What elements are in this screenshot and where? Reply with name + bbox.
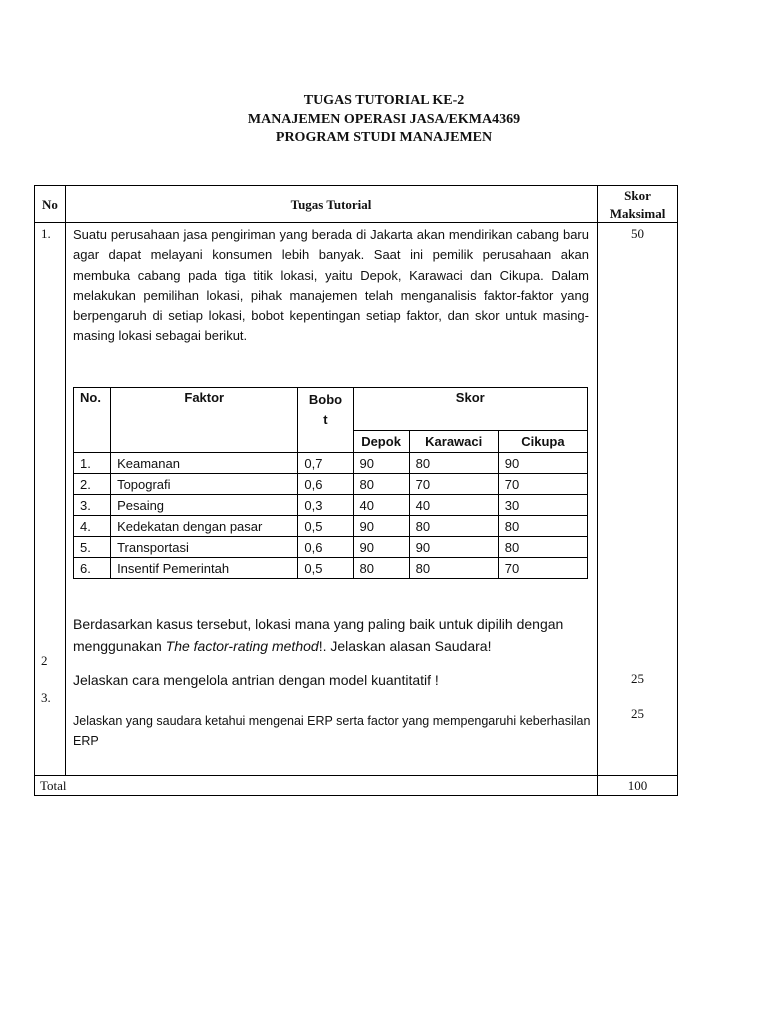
skor-header-line1: Skor (624, 188, 651, 203)
table-left-border (34, 185, 35, 796)
row-depok: 80 (353, 474, 409, 495)
row-no: 2. (74, 474, 111, 495)
row-faktor: Keamanan (111, 453, 298, 474)
row-cikupa: 80 (498, 537, 587, 558)
row-faktor: Pesaing (111, 495, 298, 516)
header-course: MANAJEMEN OPERASI JASA/EKMA4369 (247, 111, 521, 127)
max-score-3: 25 (631, 706, 644, 721)
row-faktor: Transportasi (111, 537, 298, 558)
task1-question-part1: Berdasarkan kasus tersebut, lokasi mana yang paling baik untuk dipilih dengan menggunakan (73, 616, 564, 654)
row-karawaci: 80 (409, 453, 498, 474)
header-program: PROGRAM STUDI MANAJEMEN (275, 130, 493, 145)
table-row (74, 558, 588, 579)
row-bobot: 0,6 (298, 474, 353, 495)
row-depok: 90 (353, 516, 409, 537)
row-no: 4. (74, 516, 111, 537)
row-depok: 40 (353, 495, 409, 516)
row-number-3: 3. (41, 690, 51, 705)
table-col-divider-2 (597, 185, 598, 796)
row-bobot: 0,5 (298, 516, 353, 537)
max-score-1: 50 (631, 226, 644, 241)
column-header-tugas: Tugas Tutorial (290, 197, 372, 212)
row-karawaci: 40 (409, 495, 498, 516)
row-number-2: 2 (41, 653, 48, 668)
row-karawaci: 80 (409, 516, 498, 537)
table-header-divider (34, 222, 678, 223)
table-row (74, 453, 588, 474)
row-number-1: 1. (41, 226, 51, 241)
row-bobot: 0,7 (298, 453, 353, 474)
task2-question: Jelaskan cara mengelola antrian dengan model kuantitatif ! (73, 672, 439, 688)
factor-header-karawaci: Karawaci (409, 431, 498, 453)
row-karawaci: 70 (409, 474, 498, 495)
row-cikupa: 30 (498, 495, 587, 516)
header-title: TUGAS TUTORIAL KE-2 (303, 93, 465, 108)
row-depok: 90 (353, 453, 409, 474)
task1-question-method: The factor-rating method (165, 638, 319, 654)
row-bobot: 0,6 (298, 537, 353, 558)
table-bottom-border (34, 795, 678, 796)
total-value: 100 (627, 778, 648, 793)
task1-question-part2: !. Jelaskan alasan Saudara! (318, 638, 492, 654)
row-cikupa: 80 (498, 516, 587, 537)
row-no: 1. (74, 453, 111, 474)
table-col-divider-1 (65, 185, 66, 775)
bobot-line1: Bobo (308, 392, 343, 407)
factor-header-no: No. (74, 388, 111, 453)
table-total-divider (34, 775, 678, 776)
total-label: Total (40, 778, 67, 793)
row-karawaci: 80 (409, 558, 498, 579)
row-no: 5. (74, 537, 111, 558)
table-row (74, 537, 588, 558)
factor-header-bobot (298, 388, 353, 453)
task1-paragraph: Suatu perusahaan jasa pengiriman yang berada di Jakarta akan mendirikan cabang baru agar dapat melayani konsumen lebih banyak. Saat ini pemilik perusahaan akan membuka cabang pada tiga titik lokasi, yaitu Depok, Karawaci dan Cikupa. Dalam melakukan pemilihan lokasi, pihak manajemen telah menganalisis faktor-faktor yang berpengaruh di setiap lokasi, bobot kepentingan setiap faktor, dan skor untuk masing-masing lokasi sebagai berikut. (73, 227, 589, 344)
task1-question (73, 613, 593, 657)
factor-header-faktor: Faktor (111, 388, 298, 453)
row-faktor: Topografi (111, 474, 298, 495)
row-cikupa: 70 (498, 558, 587, 579)
column-header-skor (598, 187, 677, 223)
factor-table (73, 387, 588, 579)
row-karawaci: 90 (409, 537, 498, 558)
row-cikupa: 70 (498, 474, 587, 495)
table-top-border (34, 185, 678, 186)
bobot-line2: t (323, 412, 328, 427)
row-bobot: 0,5 (298, 558, 353, 579)
table-row (74, 474, 588, 495)
row-cikupa: 90 (498, 453, 587, 474)
table-right-border (677, 185, 678, 796)
document-header (0, 92, 768, 148)
row-no: 3. (74, 495, 111, 516)
max-score-2: 25 (631, 671, 644, 686)
table-row (74, 495, 588, 516)
table-row (74, 516, 588, 537)
row-bobot: 0,3 (298, 495, 353, 516)
task3-question: Jelaskan yang saudara ketahui mengenai ERP serta factor yang mempengaruhi keberhasilan ERP (73, 714, 591, 748)
row-faktor: Kedekatan dengan pasar (111, 516, 298, 537)
row-depok: 80 (353, 558, 409, 579)
row-depok: 90 (353, 537, 409, 558)
factor-table-header-row (74, 388, 588, 431)
row-no: 6. (74, 558, 111, 579)
row-faktor: Insentif Pemerintah (111, 558, 298, 579)
factor-header-depok: Depok (353, 431, 409, 453)
skor-header-line2: Maksimal (609, 206, 666, 221)
factor-header-cikupa: Cikupa (498, 431, 587, 453)
factor-header-skor: Skor (353, 388, 587, 431)
column-header-no: No (42, 197, 58, 212)
